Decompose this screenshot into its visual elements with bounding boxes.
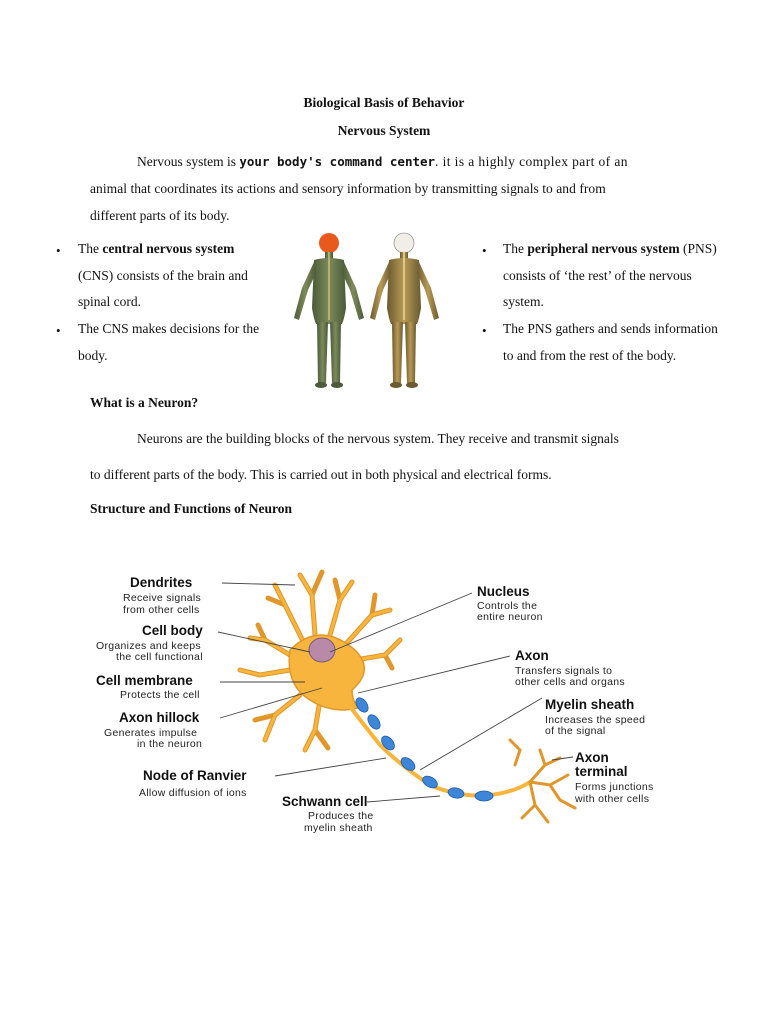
myelin-sheath [353, 696, 493, 801]
label-schwann-cell: Schwann cell [282, 794, 368, 809]
desc-nucleus-2: entire neuron [477, 611, 543, 623]
document-subtitle: Nervous System [337, 123, 431, 138]
neuron-heading: What is a Neuron? [90, 395, 199, 410]
cns-b2-line1: The CNS makes decisions for the [78, 321, 260, 336]
desc-myelin-1: Increases the speed [545, 714, 646, 726]
pns-b1-bold: peripheral nervous system [527, 241, 680, 256]
pns-b1-line2: consists of ‘the rest’ of the nervous [503, 267, 692, 283]
brain-icon [319, 233, 339, 253]
neuron-text-1: Neurons are the building blocks of the nervous system. They receive and transmit signals [137, 431, 619, 446]
desc-nucleus-1: Controls the [477, 600, 538, 612]
cns-b1-line2: (CNS) consists of the brain and [78, 267, 248, 283]
pns-bullet-1 [503, 236, 717, 316]
desc-axon-2: other cells and organs [515, 676, 625, 688]
neuron-diagram [90, 560, 690, 845]
label-cell-membrane: Cell membrane [96, 673, 193, 688]
pns-b1-line3: system. [503, 294, 544, 309]
label-axon-hillock: Axon hillock [119, 710, 200, 725]
desc-axon-1: Transfers signals to [515, 665, 613, 677]
desc-schwann-2: myelin sheath [304, 822, 373, 834]
front-figure [294, 233, 364, 388]
desc-axon-hillock-1: Generates impulse [104, 727, 198, 739]
desc-axon-terminal-2: with other cells [575, 793, 650, 805]
bullet-dot: • [482, 323, 487, 338]
nucleus [309, 638, 335, 662]
document-title: Biological Basis of Behavior [303, 95, 465, 110]
cns-b1-line3: spinal cord. [78, 294, 141, 309]
brain-back-icon [394, 233, 414, 253]
desc-schwann-1: Produces the [308, 810, 374, 822]
label-cell-body: Cell body [142, 623, 203, 638]
desc-myelin-2: of the signal [545, 725, 606, 737]
cns-bullet-1 [78, 236, 248, 316]
pns-b2-line2: to and from the rest of the body. [503, 347, 677, 363]
intro-line-1 [137, 148, 682, 175]
desc-dendrites-1: Receive signals [123, 592, 202, 604]
label-dendrites: Dendrites [130, 575, 193, 590]
pns-b2-line1: The PNS gathers and sends information [503, 321, 718, 336]
label-axon-terminal-1: Axon [575, 750, 609, 765]
label-myelin-sheath: Myelin sheath [545, 697, 635, 712]
desc-cell-body-2: the cell functional [116, 651, 203, 663]
cns-bullet-2 [78, 316, 259, 369]
desc-cell-body-1: Organizes and keeps [96, 640, 201, 652]
desc-axon-hillock-2: in the neuron [137, 738, 203, 750]
desc-dendrites-2: from other cells [123, 604, 200, 616]
intro-line1-rest: . it is a highly complex part of an [435, 154, 628, 169]
cns-b2-line2: body. [78, 347, 108, 363]
cns-b1-bold: central nervous system [102, 241, 235, 256]
bullet-dot: • [56, 243, 61, 258]
desc-cell-membrane: Protects the cell [120, 689, 200, 701]
pns-b1-pre: The [503, 241, 528, 256]
pns-b1-post: (PNS) [679, 241, 717, 256]
nervous-system-figures [284, 228, 454, 393]
bullet-dot: • [482, 243, 487, 258]
structure-heading: Structure and Functions of Neuron [90, 501, 293, 516]
neuron-text-2: to different parts of the body. This is carried out in both physical and electrical forms. [90, 467, 552, 482]
intro-emphasis: your body's command center [239, 154, 436, 169]
cns-b1-pre: The [78, 241, 103, 256]
intro-line-3: different parts of its body. [90, 208, 230, 223]
intro-line-2: animal that coordinates its actions and sensory information by transmitting signals to and from [90, 181, 606, 196]
axon-terminal [510, 740, 575, 822]
bullet-dot: • [56, 323, 61, 338]
back-figure [370, 233, 439, 388]
intro-pre: Nervous system is [137, 154, 240, 169]
label-nucleus: Nucleus [477, 584, 530, 599]
axon [345, 700, 530, 796]
desc-node-of-ranvier: Allow diffusion of ions [139, 787, 247, 799]
desc-axon-terminal-1: Forms junctions [575, 781, 654, 793]
label-axon-terminal-2: terminal [575, 764, 628, 779]
label-node-of-ranvier: Node of Ranvier [143, 768, 247, 783]
pns-bullet-2 [503, 316, 718, 369]
label-axon: Axon [515, 648, 549, 663]
